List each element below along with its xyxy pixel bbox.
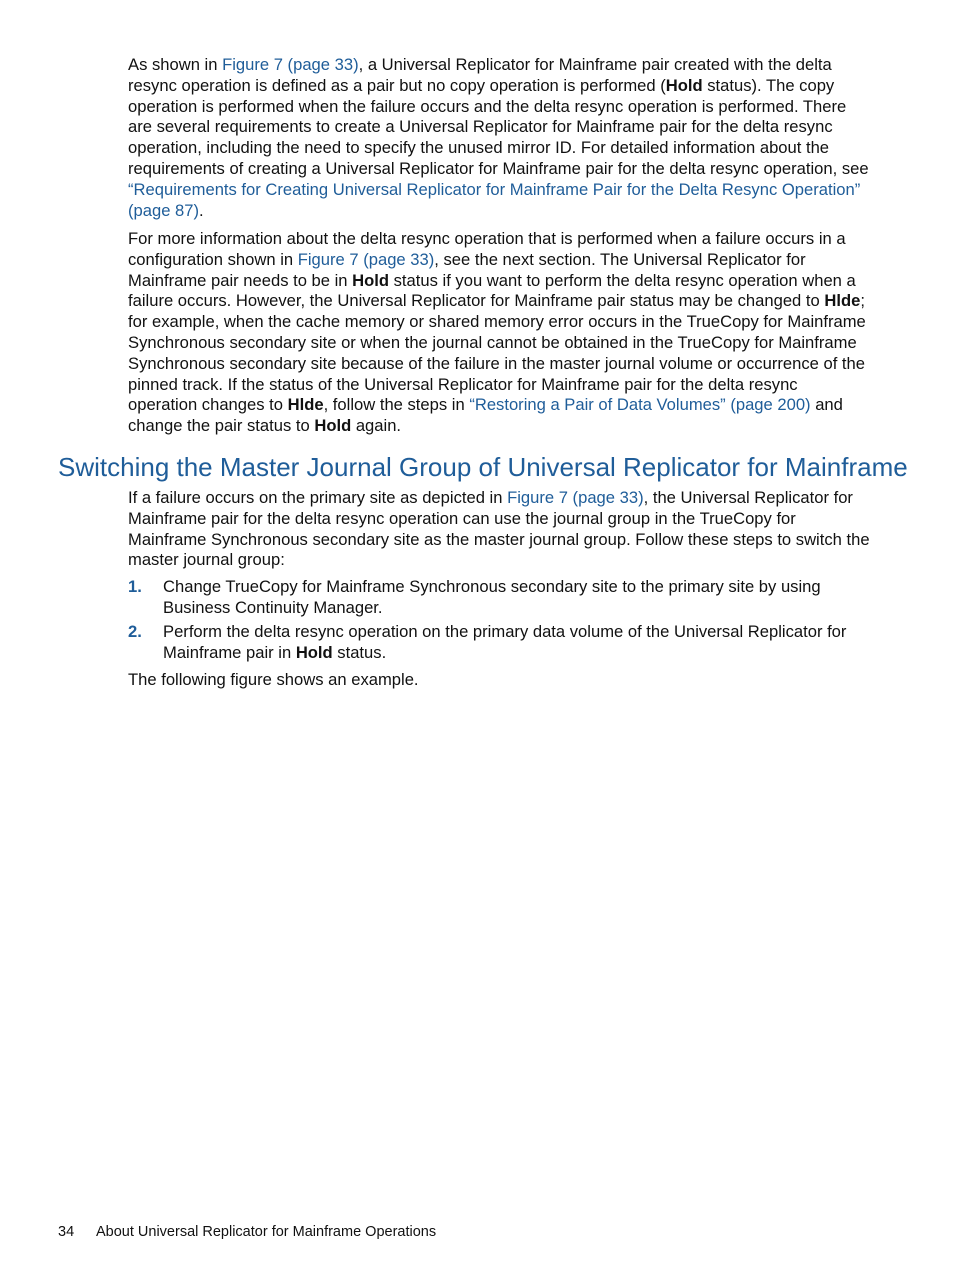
paragraph-figure-intro — [128, 670, 870, 691]
link-requirements-delta-resync[interactable]: “Requirements for Creating Universal Replicator for Mainframe Pair for the Delta Resync Operation” (page 87) — [128, 179, 861, 220]
link-restoring-pair[interactable]: “Restoring a Pair of Data Volumes” (page 200) — [469, 395, 811, 415]
text-run: , follow the steps in — [323, 395, 470, 415]
bold-hlde: Hlde — [824, 291, 861, 311]
text-run: , see the next section. The Universal Replicator for Mainframe pair needs to be in — [128, 249, 806, 290]
text-run: , a Universal Replicator for Mainframe pair created with the delta resync operation is defined as a pair but no copy operation is performed ( — [128, 55, 832, 95]
text-run: . — [199, 200, 204, 220]
text-run: status). The copy operation is performed when the failure occurs and the delta resync operation is performed. There are several requirements to create a Universal Replicator for Mainframe pair for the delta resync operation, including the need to specify the unused mirror ID. For detailed information about the requirements of creating a Universal Replicator for Mainframe pair for the delta resync operation, see — [128, 75, 869, 178]
text-run: Perform the delta resync operation on the primary data volume of the Universal Replicator for Mainframe pair in — [163, 622, 847, 662]
text-run: again. — [351, 416, 402, 436]
text-run: and change the pair status to — [128, 395, 843, 436]
page-footer — [58, 1222, 436, 1242]
bold-hold: Hold — [352, 270, 390, 290]
step-text — [163, 622, 870, 664]
paragraph-delta-resync-pair — [128, 55, 870, 221]
section-heading: Switching the Master Journal Group of Universal Replicator for Mainframe — [58, 452, 908, 482]
text-run: The following figure shows an example. — [128, 670, 419, 689]
paragraph-switch-intro — [128, 488, 870, 571]
list-item-step-2 — [128, 622, 870, 664]
bold-hold: Hold — [314, 416, 352, 436]
step-number: 2. — [128, 622, 142, 641]
bold-hold: Hold — [665, 75, 703, 95]
step-text — [163, 577, 870, 619]
text-run: ; for example, when the cache memory or shared memory error occurs in the TrueCopy for Mainframe Synchronous secondary site or when the journal cannot be obtained in the TrueCopy for Mainframe Synchronous secondary site because of the failure in the master journal volume or occurrence of the pinned track. If the status of the Universal Replicator for Mainframe pair for the delta resync operation changes to — [128, 291, 866, 415]
text-run: As shown in — [128, 55, 223, 74]
link-figure-7[interactable]: Figure 7 (page 33) — [507, 488, 644, 507]
link-figure-7[interactable]: Figure 7 (page 33) — [222, 55, 359, 74]
text-run: , the Universal Replicator for Mainframe pair for the delta resync operation can use the journal group in the TrueCopy for Mainframe Synchronous secondary site as the master journal group. Follow these steps to switch the master journal group: — [128, 488, 870, 570]
text-run: If a failure occurs on the primary site as depicted in — [128, 488, 508, 507]
text-run: status. — [332, 642, 387, 662]
page-number: 34 — [58, 1224, 75, 1240]
footer-title: About Universal Replicator for Mainframe Operations — [96, 1224, 437, 1240]
list-item-step-1 — [128, 577, 870, 619]
bold-hold: Hold — [295, 642, 333, 662]
paragraph-hold-status — [128, 229, 870, 437]
bold-hlde: Hlde — [287, 395, 324, 415]
text-run: For more information about the delta resync operation that is performed when a failure occurs in a configuration shown in — [128, 229, 846, 269]
text-run: Change TrueCopy for Mainframe Synchronous secondary site to the primary site by using Business Continuity Manager. — [163, 577, 821, 617]
text-run: status if you want to perform the delta resync operation when a failure occurs. However, the Universal Replicator for Mainframe pair status may be changed to — [128, 270, 856, 311]
link-figure-7[interactable]: Figure 7 (page 33) — [297, 249, 435, 269]
step-number: 1. — [128, 577, 142, 596]
